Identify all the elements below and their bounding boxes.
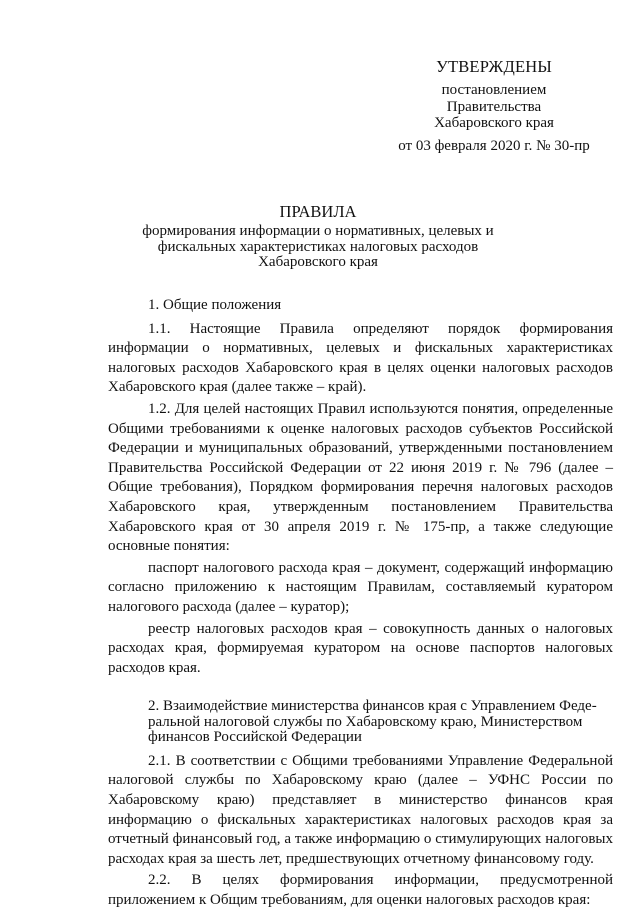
document-title	[80, 200, 556, 271]
approval-line-1: постановлением	[441, 82, 547, 98]
approval-stamp	[384, 56, 604, 155]
paragraph-2-1: 2.1. В соответствии с Общими требованиями Управление Федеральной налоговой службы по Хабаровскому краю (далее – УФНС России по Хабаровскому краю) представляет в министерство финансов края информацию о фискальных характеристиках налоговых расходов края за отчетный финансовый год, а также информацию о стимулирующих налоговых расходах края за шесть лет, предшествующих отчетному финансовому году.	[108, 752, 613, 867]
title-sub-1: формирования информации о нормативных, целевых и	[142, 223, 494, 239]
section-2-heading-line-1: 2. Взаимодействие министерства финансов края с Управлением Феде-	[148, 698, 597, 715]
approval-date: от 03 февраля 2020 г. № 30-пр	[398, 137, 590, 154]
paragraph-1-1: 1.1. Настоящие Правила определяют порядок формирования информации о нормативных, целевых и фискальных характеристиках налоговых расходов Хабаровского края в целях оценки налоговых расходов Хабаровского края (далее также – край).	[108, 320, 613, 396]
section-2-heading-line-2: ральной налоговой службы по Хабаровскому краю, Министерством	[148, 713, 583, 730]
paragraph-1-2: 1.2. Для целей настоящих Правил используются понятия, определенные Общими требованиями к оценке налоговых расходов субъектов Российской Федерации и муниципальных образований, утвержденными постановлением Правительства Российской Федерации от 22 июня 2019 г. № 796 (далее – Общие требования), Порядком формирования перечня налоговых расходов Хабаровского края, утвержденным постановлением Правительства Хабаровского края от 30 апреля 2019 г. № 175-пр, а также следующие основные понятия:	[108, 400, 613, 555]
section-2-heading	[108, 699, 613, 746]
title-main: ПРАВИЛА	[279, 202, 357, 221]
document-body	[108, 296, 613, 911]
title-sub-2: фискальных характеристиках налоговых расходов	[157, 238, 479, 255]
section-1-heading: 1. Общие положения	[148, 297, 282, 313]
title-sub-3: Хабаровского края	[258, 254, 378, 270]
definition-passport: паспорт налогового расхода края – документ, содержащий информацию согласно приложению к настоящим Правилам, составляемый куратором налогового расхода (далее – куратор);	[108, 559, 613, 615]
definition-registry: реестр налоговых расходов края – совокупность данных о налоговых расходах края, формируемая куратором на основе паспортов налоговых расходов края.	[108, 620, 613, 676]
paragraph-2-2: 2.2. В целях формирования информации, предусмотренной приложением к Общим требованиям, для оценки налоговых расходов края:	[108, 872, 613, 908]
section-2-heading-line-3: финансов Российской Федерации	[148, 729, 362, 746]
approval-line-3: Хабаровского края	[434, 115, 554, 131]
approval-heading: УТВЕРЖДЕНЫ	[436, 57, 552, 76]
approval-line-2: Правительства	[446, 98, 542, 115]
